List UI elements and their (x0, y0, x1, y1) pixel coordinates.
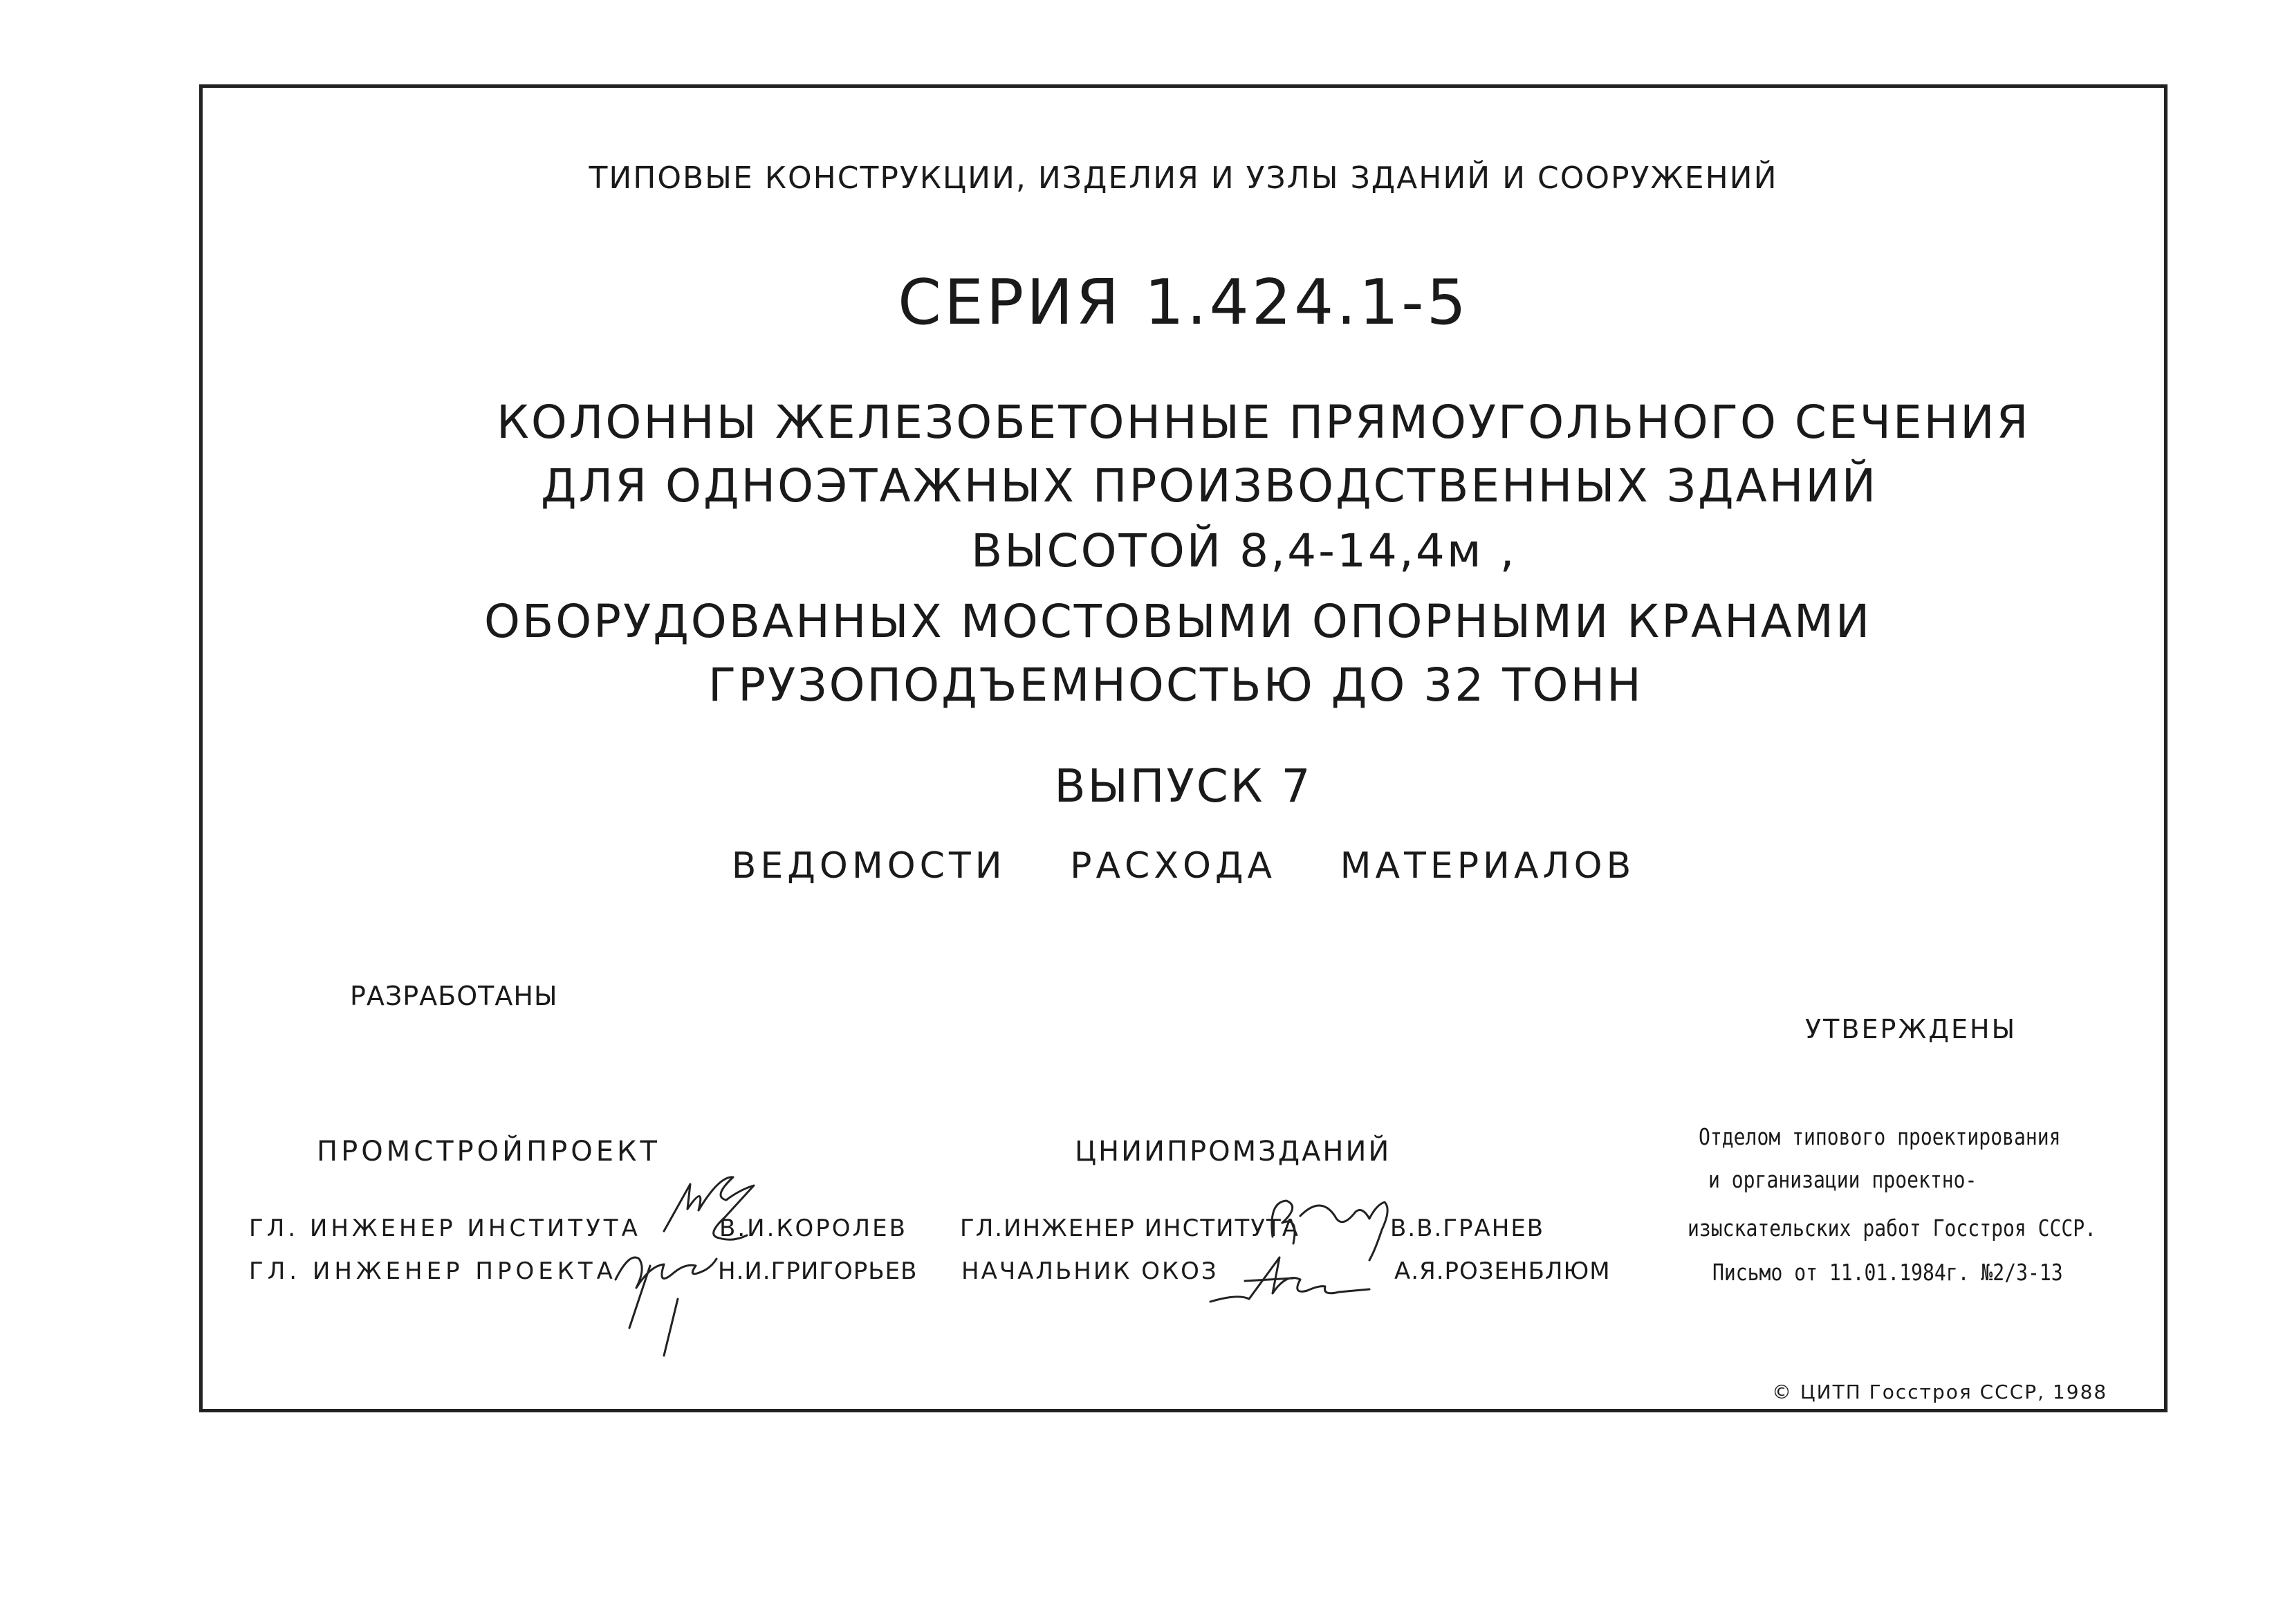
org1-row1-role: ГЛ. ИНЖЕНЕР ИНСТИТУТА (249, 1215, 641, 1242)
org1-row2-role: ГЛ. ИНЖЕНЕР ПРОЕКТА (249, 1257, 617, 1285)
org2-name: ЦНИИПРОМЗДАНИЙ (1075, 1136, 1392, 1168)
copyright-notice: © ЦИТП Госстроя СССР, 1988 (1772, 1381, 2108, 1403)
developed-label: РАЗРАБОТАНЫ (350, 981, 558, 1011)
org2-row1-role: ГЛ.ИНЖЕНЕР ИНСТИТУТА (960, 1215, 1300, 1242)
approved-line-1: Отделом типового проектирования (1699, 1123, 2061, 1150)
approved-label: УТВЕРЖДЕНЫ (1805, 1014, 2017, 1044)
org2-row1-person: В.В.ГРАНЕВ (1390, 1215, 1545, 1242)
approved-line-2: и организации проектно- (1708, 1166, 1977, 1193)
signature-grigoriev (609, 1238, 726, 1356)
document-header: ТИПОВЫЕ КОНСТРУКЦИИ, ИЗДЕЛИЯ И УЗЛЫ ЗДАНИЙ И СООРУЖЕНИЙ (589, 160, 1778, 196)
approved-line-4: Письмо от 11.01.1984г. №2/3-13 (1712, 1259, 2063, 1286)
org2-row2-person: А.Я.РОЗЕНБЛЮМ (1394, 1257, 1611, 1285)
title-line-3: ВЫСОТОЙ 8,4-14,4м , (971, 524, 1517, 578)
org1-name: ПРОМСТРОЙПРОЕКТ (317, 1136, 660, 1168)
issue-number: ВЫПУСК 7 (1054, 759, 1313, 813)
title-line-1: КОЛОННЫ ЖЕЛЕЗОБЕТОННЫЕ ПРЯМОУГОЛЬНОГО СЕЧЕНИЯ (497, 396, 2031, 449)
series-number: СЕРИЯ 1.424.1-5 (898, 266, 1469, 339)
org2-row2-role: НАЧАЛЬНИК ОКОЗ (961, 1257, 1219, 1285)
title-line-5: ГРУЗОПОДЪЕМНОСТЬЮ ДО 32 ТОНН (708, 658, 1643, 712)
approved-line-3: изыскательских работ Госстроя СССР. (1688, 1215, 2097, 1242)
document-subtitle: ВЕДОМОСТИ РАСХОДА МАТЕРИАЛОВ (731, 845, 1636, 887)
title-line-2: ДЛЯ ОДНОЭТАЖНЫХ ПРОИЗВОДСТВЕННЫХ ЗДАНИЙ (541, 459, 1878, 513)
signature-rozenblyum (1203, 1245, 1383, 1321)
org1-row1-person: В.И.КОРОЛЕВ (719, 1215, 907, 1242)
title-line-4: ОБОРУДОВАННЫХ МОСТОВЫМИ ОПОРНЫМИ КРАНАМИ (484, 595, 1872, 648)
org1-row2-person: Н.И.ГРИГОРЬЕВ (718, 1257, 918, 1285)
